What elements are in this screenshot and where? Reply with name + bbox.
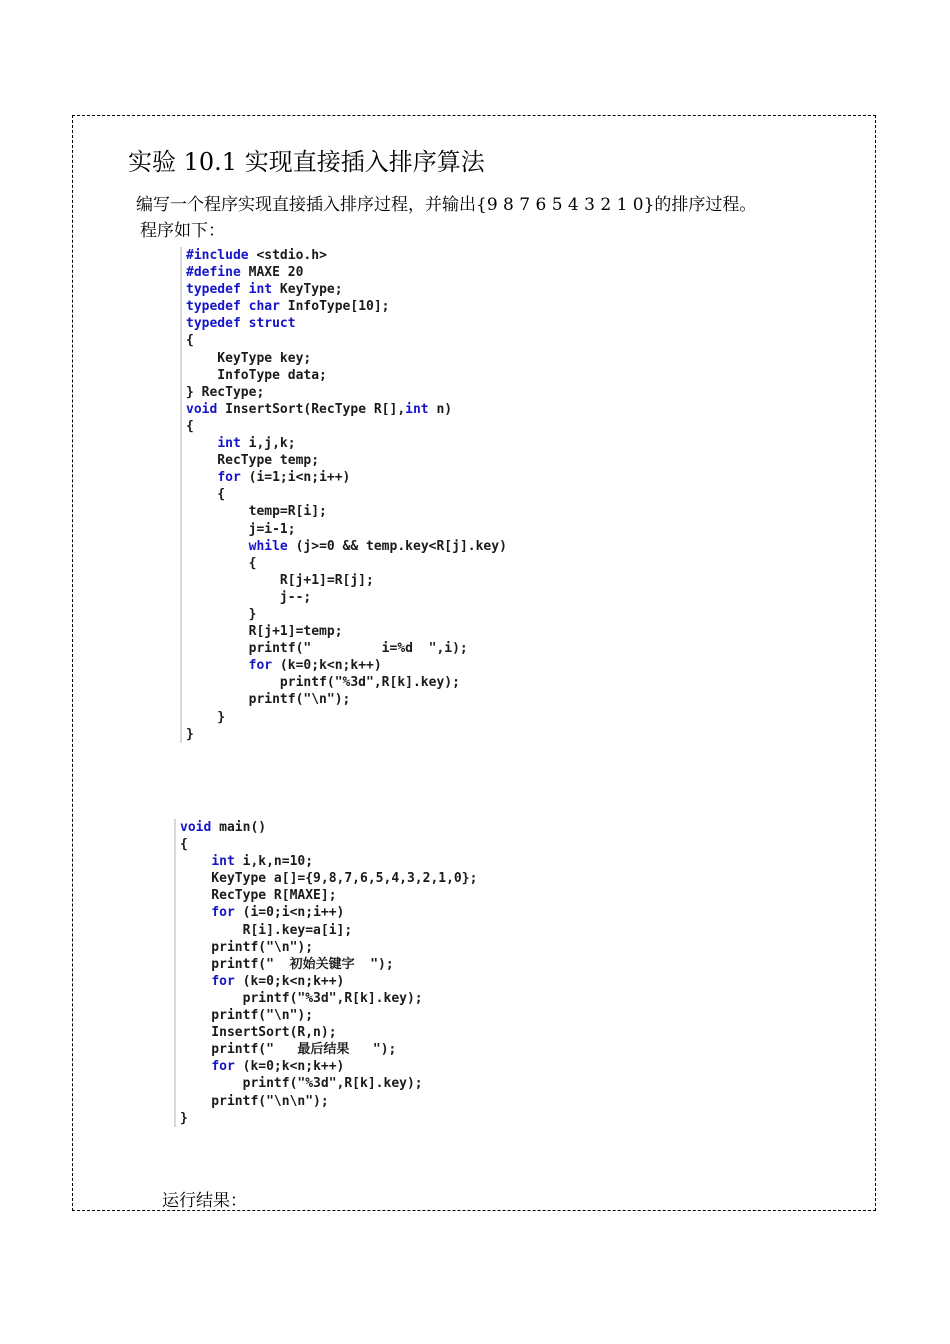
code-line — [186, 452, 507, 469]
code-text: } — [186, 726, 194, 742]
code-line — [180, 922, 477, 939]
code-text — [186, 436, 217, 451]
code-text: } RecType; — [186, 384, 265, 400]
code-text: InsertSort(R,n); — [180, 1025, 337, 1041]
code-line — [186, 691, 507, 708]
code-text: R[j+1]=temp; — [186, 624, 343, 640]
code-line — [180, 990, 477, 1007]
code-line — [186, 709, 507, 726]
code-line — [186, 572, 507, 589]
code-text: { — [186, 333, 194, 349]
code-line — [186, 315, 507, 332]
code-keyword: void — [186, 401, 218, 417]
code-line — [180, 1110, 477, 1127]
code-line — [180, 887, 477, 904]
code-text: (k=0;k<n;k++) — [234, 973, 345, 989]
code-keyword: for — [211, 973, 235, 989]
code-keyword: void — [180, 820, 212, 835]
code-line — [186, 384, 507, 401]
code-text: j--; — [186, 589, 312, 605]
code-line — [186, 589, 507, 606]
code-text: (j>=0 && temp.key<R[j].key) — [287, 538, 507, 554]
code-text: main() — [211, 820, 267, 835]
code-keyword: int — [217, 436, 241, 452]
code-keyword: #include — [186, 248, 249, 263]
code-keyword: int — [211, 854, 235, 870]
code-text: } — [186, 606, 257, 622]
code-keyword: int — [248, 282, 273, 298]
code-text: printf("%3d",R[k].key); — [180, 1076, 423, 1092]
code-text: <stdio.h> — [248, 248, 327, 263]
code-line — [186, 264, 507, 281]
code-text: j=i-1; — [186, 521, 296, 537]
code-line — [186, 401, 507, 418]
code-text — [180, 1059, 211, 1074]
code-line — [180, 819, 477, 836]
code-text: printf("%3d",R[k].key); — [180, 990, 423, 1006]
code-text: RecType temp; — [186, 453, 320, 469]
code-text: (i=0;i<n;i++) — [234, 905, 345, 921]
code-text: (i=1;i<n;i++) — [240, 470, 351, 486]
code-text: KeyType; — [272, 282, 343, 298]
code-line — [180, 853, 477, 870]
program-intro: 程序如下： — [140, 221, 225, 241]
code-text: KeyType key; — [186, 350, 312, 366]
code-block-insertsort — [180, 247, 507, 743]
code-text — [241, 299, 249, 314]
code-line — [186, 640, 507, 657]
code-text: MAXE 20 — [240, 265, 304, 281]
code-line — [186, 350, 507, 367]
code-text: } — [180, 1110, 188, 1126]
code-line — [180, 870, 477, 887]
code-line — [186, 623, 507, 640]
code-text: { — [186, 555, 257, 571]
code-text — [241, 282, 249, 297]
code-text: printf(" 最后结果 "); — [180, 1042, 397, 1058]
code-text: RecType R[MAXE]; — [180, 888, 337, 904]
code-line — [180, 1058, 477, 1075]
code-text: (k=0;k<n;k++) — [234, 1059, 345, 1075]
code-text: R[j+1]=R[j]; — [186, 572, 374, 588]
code-keyword: #define — [186, 265, 241, 281]
code-text: (k=0;k<n;k++) — [272, 658, 382, 674]
code-text — [180, 854, 211, 869]
code-text — [180, 974, 211, 989]
code-keyword: int — [405, 401, 429, 417]
code-text: temp=R[i]; — [186, 504, 327, 520]
code-line — [180, 1093, 477, 1110]
code-line — [186, 298, 507, 315]
code-keyword: char — [248, 299, 280, 315]
code-text — [186, 470, 217, 485]
code-line — [186, 469, 507, 486]
code-text — [186, 539, 249, 554]
code-keyword: for — [211, 1059, 235, 1075]
code-text — [180, 905, 211, 920]
result-label: 运行结果： — [162, 1191, 247, 1211]
code-line — [186, 503, 507, 520]
code-text: printf(" i=%d ",i); — [186, 641, 468, 657]
code-line — [186, 435, 507, 452]
code-keyword: struct — [248, 316, 296, 332]
code-line — [186, 726, 507, 743]
code-text: printf("%3d",R[k].key); — [186, 675, 460, 691]
code-text: { — [186, 487, 226, 503]
code-line — [186, 606, 507, 623]
code-keyword: for — [248, 658, 273, 674]
code-text: i,k,n=10; — [234, 854, 314, 870]
code-text: printf("\n"); — [186, 692, 351, 708]
code-keyword: for — [217, 470, 241, 486]
code-keyword: typedef — [186, 316, 241, 332]
code-text — [186, 658, 249, 673]
code-text: { — [186, 418, 194, 434]
code-keyword: typedef — [186, 282, 241, 298]
code-text: { — [180, 837, 188, 853]
page-title: 实验 10.1 实现直接插入排序算法 — [128, 148, 485, 176]
code-text — [241, 316, 249, 331]
code-line — [180, 836, 477, 853]
code-keyword: for — [211, 905, 235, 921]
code-line — [180, 1041, 477, 1058]
code-text: printf(" 初始关键字 "); — [180, 956, 394, 972]
code-line — [186, 657, 507, 674]
code-text: KeyType a[]={9,8,7,6,5,4,3,2,1,0}; — [180, 871, 478, 887]
code-line — [180, 973, 477, 990]
code-text: InfoType data; — [186, 367, 327, 383]
code-text: InfoType[10]; — [279, 299, 390, 315]
code-line — [180, 1007, 477, 1024]
code-line — [180, 1075, 477, 1092]
code-line — [180, 939, 477, 956]
code-text: printf("\n\n"); — [180, 1093, 329, 1109]
code-line — [186, 538, 507, 555]
code-block-main — [174, 819, 477, 1127]
code-line — [186, 674, 507, 691]
code-line — [180, 956, 477, 973]
code-keyword: while — [248, 538, 288, 554]
code-text: R[i].key=a[i]; — [180, 922, 353, 938]
code-line — [180, 904, 477, 921]
code-line — [186, 367, 507, 384]
code-text: InsertSort(RecType R[], — [217, 401, 406, 417]
code-line — [186, 521, 507, 538]
task-description: 编写一个程序实现直接插入排序过程，并输出{9 8 7 6 5 4 3 2 1 0}的排序过程。 — [136, 195, 757, 215]
code-text: printf("\n"); — [180, 1008, 314, 1024]
code-line — [186, 555, 507, 572]
code-line — [186, 281, 507, 298]
code-line — [180, 1024, 477, 1041]
code-text: i,j,k; — [240, 436, 296, 452]
code-line — [186, 418, 507, 435]
code-keyword: typedef — [186, 299, 241, 315]
code-text: n) — [428, 401, 453, 417]
code-text: printf("\n"); — [180, 939, 314, 955]
code-line — [186, 332, 507, 349]
code-text: } — [186, 709, 226, 725]
code-line — [186, 486, 507, 503]
code-line — [186, 247, 507, 264]
